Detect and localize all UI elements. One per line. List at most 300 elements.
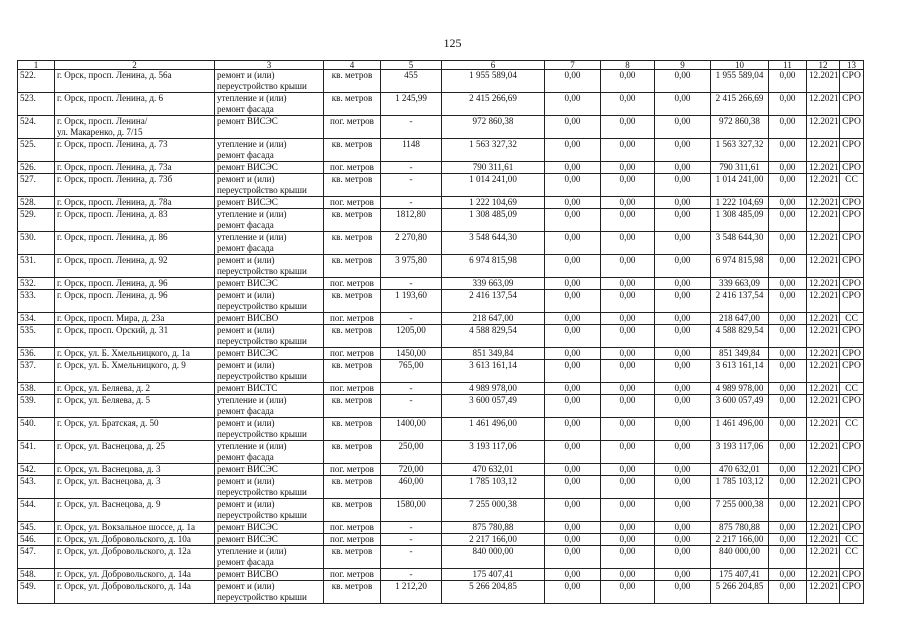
cost-cell: 0,00 xyxy=(769,360,807,383)
fund-method-cell: СРО xyxy=(840,581,864,604)
cost-cell: 0,00 xyxy=(655,232,711,255)
row-number: 536. xyxy=(18,348,55,360)
cost-cell: 0,00 xyxy=(545,499,601,522)
date-cell: 12.2021 xyxy=(807,93,840,116)
unit-cell: пог. метров xyxy=(324,162,381,174)
total-cost-cell: 4 588 829,54 xyxy=(442,325,545,348)
quantity-cell: 1 212,20 xyxy=(381,581,442,604)
work-type-cell xyxy=(215,93,324,116)
work-type-cell xyxy=(215,383,324,395)
unit-cell: кв. метров xyxy=(324,93,381,116)
cost-cell: 470 632,01 xyxy=(711,464,769,476)
cost-cell: 3 193 117,06 xyxy=(711,441,769,464)
work-type-cell xyxy=(215,232,324,255)
cost-cell: 0,00 xyxy=(545,70,601,93)
cost-cell: 0,00 xyxy=(769,174,807,197)
address-cell xyxy=(55,534,215,546)
work-type-cell-line: переустройство крыши xyxy=(217,510,307,520)
work-type-cell-line: ремонт фасада xyxy=(217,220,274,230)
quantity-cell: 2 270,80 xyxy=(381,232,442,255)
column-number: 3 xyxy=(215,61,324,70)
cost-cell: 0,00 xyxy=(655,499,711,522)
cost-cell: 0,00 xyxy=(655,395,711,418)
row-number: 540. xyxy=(18,418,55,441)
address-cell xyxy=(55,255,215,278)
address-cell-line: г. Орск, ул. Братская, д. 50 xyxy=(57,418,159,428)
fund-method-cell: СС xyxy=(840,534,864,546)
address-cell xyxy=(55,360,215,383)
cost-cell: 0,00 xyxy=(769,418,807,441)
column-number: 12 xyxy=(807,61,840,70)
quantity-cell: - xyxy=(381,383,442,395)
work-type-cell-line: ремонт и (или) xyxy=(217,255,275,265)
work-type-cell-line: переустройство крыши xyxy=(217,371,307,381)
table-row xyxy=(18,290,864,313)
address-cell-line: г. Орск, просп. Ленина, д. 83 xyxy=(57,209,168,219)
date-cell: 12.2021 xyxy=(807,278,840,290)
unit-cell: пог. метров xyxy=(324,569,381,581)
cost-cell: 339 663,09 xyxy=(711,278,769,290)
quantity-cell: - xyxy=(381,522,442,534)
cost-cell: 0,00 xyxy=(545,522,601,534)
table-row xyxy=(18,255,864,278)
column-number: 9 xyxy=(655,61,711,70)
cost-cell: 0,00 xyxy=(601,278,655,290)
unit-cell: кв. метров xyxy=(324,290,381,313)
work-type-cell-line: ремонт ВИСЭС xyxy=(217,278,278,288)
total-cost-cell: 1 955 589,04 xyxy=(442,70,545,93)
work-type-cell-line: утепление и (или) xyxy=(217,395,287,405)
work-type-cell-line: ремонт фасада xyxy=(217,150,274,160)
table-row xyxy=(18,278,864,290)
total-cost-cell: 851 349,84 xyxy=(442,348,545,360)
work-type-cell-line: ремонт ВИСЭС xyxy=(217,197,278,207)
cost-cell: 0,00 xyxy=(769,255,807,278)
fund-method-cell: СС xyxy=(840,383,864,395)
unit-cell: кв. метров xyxy=(324,360,381,383)
column-number: 8 xyxy=(601,61,655,70)
cost-cell: 0,00 xyxy=(601,348,655,360)
cost-cell: 0,00 xyxy=(655,581,711,604)
table-row xyxy=(18,569,864,581)
quantity-cell: - xyxy=(381,546,442,569)
work-type-cell-line: переустройство крыши xyxy=(217,301,307,311)
cost-cell: 0,00 xyxy=(601,209,655,232)
column-number: 7 xyxy=(545,61,601,70)
unit-cell: пог. метров xyxy=(324,464,381,476)
work-type-cell-line: утепление и (или) xyxy=(217,546,287,556)
cost-cell: 1 308 485,09 xyxy=(711,209,769,232)
date-cell: 12.2021 xyxy=(807,499,840,522)
unit-cell: пог. метров xyxy=(324,383,381,395)
cost-cell: 0,00 xyxy=(545,174,601,197)
cost-cell: 0,00 xyxy=(769,499,807,522)
fund-method-cell: СРО xyxy=(840,360,864,383)
work-type-cell-line: ремонт и (или) xyxy=(217,476,275,486)
total-cost-cell: 3 193 117,06 xyxy=(442,441,545,464)
table-body xyxy=(18,61,864,604)
cost-cell: 0,00 xyxy=(769,278,807,290)
work-type-cell xyxy=(215,464,324,476)
row-number: 547. xyxy=(18,546,55,569)
cost-cell: 0,00 xyxy=(655,116,711,139)
address-cell xyxy=(55,464,215,476)
date-cell: 12.2021 xyxy=(807,116,840,139)
cost-cell: 0,00 xyxy=(601,534,655,546)
cost-cell: 0,00 xyxy=(655,383,711,395)
cost-cell: 0,00 xyxy=(601,395,655,418)
repair-register-table xyxy=(17,60,864,604)
date-cell: 12.2021 xyxy=(807,209,840,232)
date-cell: 12.2021 xyxy=(807,569,840,581)
cost-cell: 0,00 xyxy=(545,360,601,383)
cost-cell: 0,00 xyxy=(545,197,601,209)
cost-cell: 0,00 xyxy=(655,209,711,232)
work-type-cell-line: ремонт и (или) xyxy=(217,70,275,80)
work-type-cell-line: ремонт фасада xyxy=(217,406,274,416)
cost-cell: 0,00 xyxy=(769,209,807,232)
cost-cell: 5 266 204,85 xyxy=(711,581,769,604)
work-type-cell xyxy=(215,70,324,93)
fund-method-cell: СРО xyxy=(840,395,864,418)
address-cell-line: г. Орск, ул. Добровольского, д. 10а xyxy=(57,534,191,544)
address-cell-line: г. Орск, просп. Ленина, д. 73а xyxy=(57,162,172,172)
cost-cell: 0,00 xyxy=(545,116,601,139)
work-type-cell-line: ремонт ВИСЭС xyxy=(217,162,278,172)
fund-method-cell: СРО xyxy=(840,93,864,116)
date-cell: 12.2021 xyxy=(807,476,840,499)
unit-cell: кв. метров xyxy=(324,70,381,93)
column-number: 13 xyxy=(840,61,864,70)
total-cost-cell: 1 014 241,00 xyxy=(442,174,545,197)
cost-cell: 0,00 xyxy=(769,325,807,348)
date-cell: 12.2021 xyxy=(807,395,840,418)
address-cell xyxy=(55,162,215,174)
cost-cell: 218 647,00 xyxy=(711,313,769,325)
unit-cell: кв. метров xyxy=(324,139,381,162)
unit-cell: пог. метров xyxy=(324,278,381,290)
quantity-cell: 455 xyxy=(381,70,442,93)
total-cost-cell: 790 311,61 xyxy=(442,162,545,174)
address-cell-line: г. Орск, ул. Васнецова, д. 25 xyxy=(57,441,166,451)
cost-cell: 0,00 xyxy=(769,441,807,464)
cost-cell: 0,00 xyxy=(601,139,655,162)
table-row xyxy=(18,209,864,232)
cost-cell: 0,00 xyxy=(601,499,655,522)
cost-cell: 0,00 xyxy=(601,197,655,209)
date-cell: 12.2021 xyxy=(807,546,840,569)
total-cost-cell: 2 217 166,00 xyxy=(442,534,545,546)
address-cell-line: г. Орск, просп. Мира, д. 23а xyxy=(57,313,165,323)
work-type-cell-line: ремонт ВИСТС xyxy=(217,383,278,393)
fund-method-cell: СРО xyxy=(840,197,864,209)
work-type-cell xyxy=(215,197,324,209)
cost-cell: 1 785 103,12 xyxy=(711,476,769,499)
cost-cell: 0,00 xyxy=(545,93,601,116)
address-cell-line: г. Орск, просп. Ленина, д. 92 xyxy=(57,255,168,265)
address-cell xyxy=(55,395,215,418)
cost-cell: 0,00 xyxy=(545,209,601,232)
fund-method-cell: СРО xyxy=(840,348,864,360)
cost-cell: 1 222 104,69 xyxy=(711,197,769,209)
work-type-cell-line: переустройство крыши xyxy=(217,429,307,439)
address-cell xyxy=(55,232,215,255)
unit-cell: пог. метров xyxy=(324,522,381,534)
table-row xyxy=(18,534,864,546)
quantity-cell: - xyxy=(381,278,442,290)
cost-cell: 0,00 xyxy=(655,534,711,546)
fund-method-cell: СРО xyxy=(840,499,864,522)
cost-cell: 0,00 xyxy=(769,534,807,546)
fund-method-cell: СС xyxy=(840,174,864,197)
cost-cell: 0,00 xyxy=(655,255,711,278)
work-type-cell-line: переустройство крыши xyxy=(217,487,307,497)
cost-cell: 0,00 xyxy=(545,476,601,499)
date-cell: 12.2021 xyxy=(807,197,840,209)
table-row xyxy=(18,70,864,93)
date-cell: 12.2021 xyxy=(807,232,840,255)
quantity-cell: 765,00 xyxy=(381,360,442,383)
work-type-cell xyxy=(215,290,324,313)
cost-cell: 0,00 xyxy=(601,569,655,581)
table-row xyxy=(18,139,864,162)
row-number: 532. xyxy=(18,278,55,290)
total-cost-cell: 175 407,41 xyxy=(442,569,545,581)
cost-cell: 0,00 xyxy=(545,255,601,278)
cost-cell: 0,00 xyxy=(769,313,807,325)
unit-cell: кв. метров xyxy=(324,581,381,604)
table-row xyxy=(18,546,864,569)
work-type-cell xyxy=(215,546,324,569)
work-type-cell xyxy=(215,348,324,360)
date-cell: 12.2021 xyxy=(807,418,840,441)
work-type-cell xyxy=(215,360,324,383)
column-number: 11 xyxy=(769,61,807,70)
address-cell xyxy=(55,476,215,499)
address-cell xyxy=(55,441,215,464)
unit-cell: пог. метров xyxy=(324,197,381,209)
cost-cell: 3 600 057,49 xyxy=(711,395,769,418)
row-number: 541. xyxy=(18,441,55,464)
cost-cell: 7 255 000,38 xyxy=(711,499,769,522)
cost-cell: 0,00 xyxy=(769,464,807,476)
cost-cell: 175 407,41 xyxy=(711,569,769,581)
cost-cell: 0,00 xyxy=(601,383,655,395)
address-cell-line: г. Орск, ул. Добровольского, д. 14а xyxy=(57,569,191,579)
column-number: 6 xyxy=(442,61,545,70)
fund-method-cell: СРО xyxy=(840,116,864,139)
cost-cell: 0,00 xyxy=(545,418,601,441)
cost-cell: 0,00 xyxy=(769,348,807,360)
total-cost-cell: 470 632,01 xyxy=(442,464,545,476)
address-cell-line: г. Орск, ул. Добровольского, д. 12а xyxy=(57,546,191,556)
cost-cell: 0,00 xyxy=(655,325,711,348)
row-number: 535. xyxy=(18,325,55,348)
cost-cell: 1 563 327,32 xyxy=(711,139,769,162)
date-cell: 12.2021 xyxy=(807,581,840,604)
work-type-cell-line: ремонт ВИСЭС xyxy=(217,116,278,126)
cost-cell: 1 955 589,04 xyxy=(711,70,769,93)
fund-method-cell: СРО xyxy=(840,70,864,93)
cost-cell: 0,00 xyxy=(601,313,655,325)
quantity-cell: - xyxy=(381,534,442,546)
cost-cell: 0,00 xyxy=(545,325,601,348)
date-cell: 12.2021 xyxy=(807,464,840,476)
column-number: 5 xyxy=(381,61,442,70)
work-type-cell-line: ремонт ВИСЭС xyxy=(217,348,278,358)
work-type-cell-line: переустройство крыши xyxy=(217,266,307,276)
address-cell-line: г. Орск, ул. Добровольского, д. 14а xyxy=(57,581,191,591)
address-cell xyxy=(55,197,215,209)
row-number: 544. xyxy=(18,499,55,522)
total-cost-cell: 1 785 103,12 xyxy=(442,476,545,499)
row-number: 525. xyxy=(18,139,55,162)
row-number: 543. xyxy=(18,476,55,499)
cost-cell: 0,00 xyxy=(655,313,711,325)
work-type-cell-line: ремонт ВИСЭС xyxy=(217,534,278,544)
work-type-cell-line: ремонт и (или) xyxy=(217,581,275,591)
date-cell: 12.2021 xyxy=(807,522,840,534)
cost-cell: 875 780,88 xyxy=(711,522,769,534)
cost-cell: 0,00 xyxy=(769,476,807,499)
quantity-cell: 1 193,60 xyxy=(381,290,442,313)
cost-cell: 6 974 815,98 xyxy=(711,255,769,278)
cost-cell: 0,00 xyxy=(769,522,807,534)
page-number: 125 xyxy=(443,36,462,50)
row-number: 522. xyxy=(18,70,55,93)
cost-cell: 0,00 xyxy=(545,395,601,418)
address-cell-line: г. Орск, просп. Ленина, д. 56а xyxy=(57,70,172,80)
address-cell xyxy=(55,70,215,93)
address-cell xyxy=(55,383,215,395)
work-type-cell-line: переустройство крыши xyxy=(217,336,307,346)
quantity-cell: 1450,00 xyxy=(381,348,442,360)
table-row xyxy=(18,441,864,464)
date-cell: 12.2021 xyxy=(807,360,840,383)
table-row xyxy=(18,348,864,360)
cost-cell: 1 461 496,00 xyxy=(711,418,769,441)
total-cost-cell: 5 266 204,85 xyxy=(442,581,545,604)
cost-cell: 0,00 xyxy=(601,290,655,313)
fund-method-cell: СРО xyxy=(840,232,864,255)
row-number: 549. xyxy=(18,581,55,604)
work-type-cell xyxy=(215,569,324,581)
date-cell: 12.2021 xyxy=(807,174,840,197)
total-cost-cell: 3 600 057,49 xyxy=(442,395,545,418)
cost-cell: 4 588 829,54 xyxy=(711,325,769,348)
work-type-cell-line: утепление и (или) xyxy=(217,93,287,103)
quantity-cell: 460,00 xyxy=(381,476,442,499)
fund-method-cell: СРО xyxy=(840,441,864,464)
cost-cell: 0,00 xyxy=(545,383,601,395)
unit-cell: кв. метров xyxy=(324,174,381,197)
quantity-cell: 1812,80 xyxy=(381,209,442,232)
row-number: 533. xyxy=(18,290,55,313)
work-type-cell xyxy=(215,162,324,174)
table-row xyxy=(18,232,864,255)
cost-cell: 0,00 xyxy=(601,116,655,139)
table-row xyxy=(18,360,864,383)
unit-cell: кв. метров xyxy=(324,499,381,522)
unit-cell: пог. метров xyxy=(324,116,381,139)
address-cell xyxy=(55,93,215,116)
unit-cell: пог. метров xyxy=(324,348,381,360)
cost-cell: 0,00 xyxy=(655,278,711,290)
unit-cell: кв. метров xyxy=(324,441,381,464)
row-number: 545. xyxy=(18,522,55,534)
cost-cell: 0,00 xyxy=(655,290,711,313)
address-cell-line: г. Орск, просп. Ленина, д. 73 xyxy=(57,139,168,149)
cost-cell: 0,00 xyxy=(655,546,711,569)
row-number: 529. xyxy=(18,209,55,232)
address-cell-line: г. Орск, просп. Ленина, д. 73б xyxy=(57,174,173,184)
cost-cell: 0,00 xyxy=(545,290,601,313)
quantity-cell: - xyxy=(381,174,442,197)
work-type-cell-line: переустройство крыши xyxy=(217,185,307,195)
cost-cell: 0,00 xyxy=(601,441,655,464)
cost-cell: 0,00 xyxy=(769,383,807,395)
cost-cell: 0,00 xyxy=(545,348,601,360)
fund-method-cell: СРО xyxy=(840,162,864,174)
row-number: 527. xyxy=(18,174,55,197)
total-cost-cell: 840 000,00 xyxy=(442,546,545,569)
cost-cell: 0,00 xyxy=(769,197,807,209)
cost-cell: 0,00 xyxy=(655,139,711,162)
cost-cell: 1 014 241,00 xyxy=(711,174,769,197)
address-cell-line: г. Орск, ул. Васнецова, д. 3 xyxy=(57,476,161,486)
total-cost-cell: 2 415 266,69 xyxy=(442,93,545,116)
column-number-row xyxy=(18,61,864,70)
address-cell xyxy=(55,569,215,581)
address-cell-line: г. Орск, ул. Беляева, д. 2 xyxy=(57,383,151,393)
date-cell: 12.2021 xyxy=(807,441,840,464)
fund-method-cell: СРО xyxy=(840,522,864,534)
table-row xyxy=(18,395,864,418)
address-cell xyxy=(55,139,215,162)
cost-cell: 2 416 137,54 xyxy=(711,290,769,313)
fund-method-cell: СС xyxy=(840,418,864,441)
cost-cell: 0,00 xyxy=(601,325,655,348)
date-cell: 12.2021 xyxy=(807,290,840,313)
table-row xyxy=(18,464,864,476)
unit-cell: кв. метров xyxy=(324,255,381,278)
cost-cell: 2 217 166,00 xyxy=(711,534,769,546)
table-row xyxy=(18,476,864,499)
cost-cell: 0,00 xyxy=(655,418,711,441)
fund-method-cell: СРО xyxy=(840,476,864,499)
cost-cell: 0,00 xyxy=(769,581,807,604)
table-row xyxy=(18,383,864,395)
work-type-cell-line: ремонт фасада xyxy=(217,452,274,462)
work-type-cell xyxy=(215,476,324,499)
address-cell xyxy=(55,499,215,522)
address-cell xyxy=(55,581,215,604)
cost-cell: 0,00 xyxy=(601,162,655,174)
cost-cell: 0,00 xyxy=(769,290,807,313)
work-type-cell-line: ремонт ВИСВО xyxy=(217,569,279,579)
row-number: 538. xyxy=(18,383,55,395)
total-cost-cell: 972 860,38 xyxy=(442,116,545,139)
quantity-cell: 1400,00 xyxy=(381,418,442,441)
work-type-cell-line: утепление и (или) xyxy=(217,232,287,242)
fund-method-cell: СРО xyxy=(840,464,864,476)
cost-cell: 0,00 xyxy=(545,569,601,581)
quantity-cell: 720,00 xyxy=(381,464,442,476)
cost-cell: 0,00 xyxy=(655,522,711,534)
cost-cell: 2 415 266,69 xyxy=(711,93,769,116)
date-cell: 12.2021 xyxy=(807,383,840,395)
table-row xyxy=(18,93,864,116)
